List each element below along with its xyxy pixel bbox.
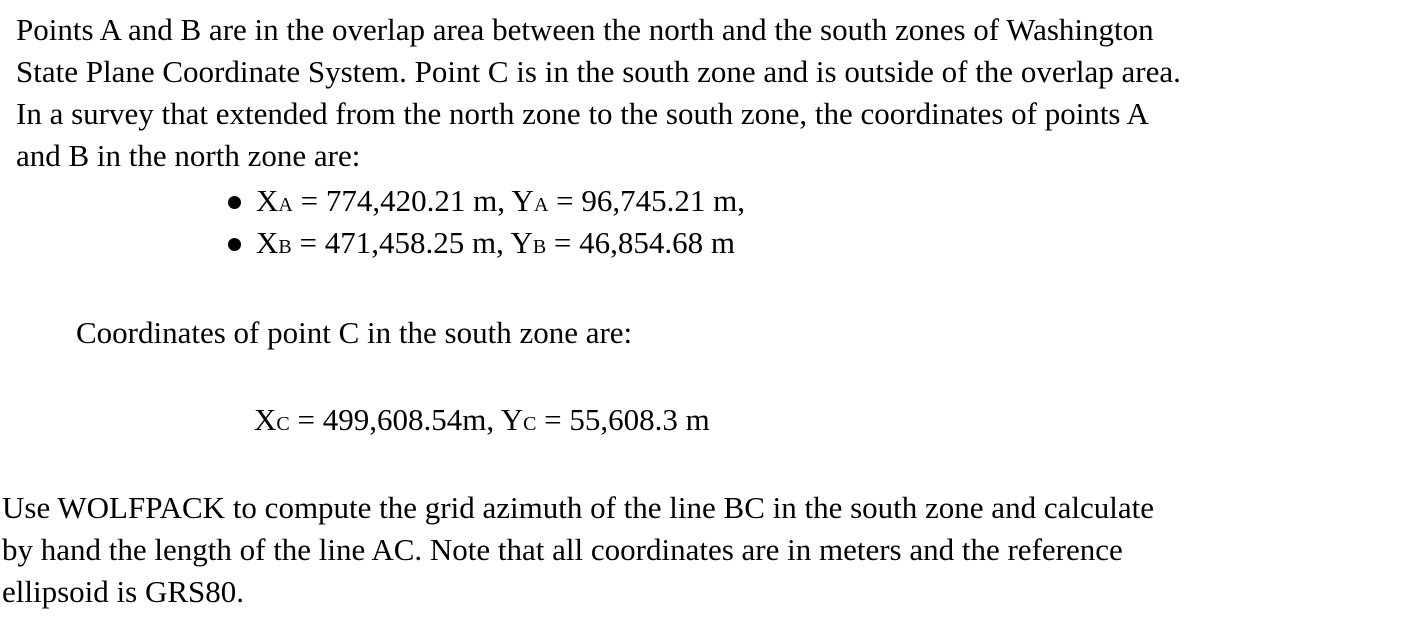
y-value: = 96,745.21 m, bbox=[548, 183, 745, 218]
x-variable: X bbox=[256, 183, 279, 218]
task-line: Use WOLFPACK to compute the grid azimuth of the line BC in the south zone and calculate bbox=[2, 490, 1154, 525]
bullet-icon bbox=[228, 238, 241, 251]
bullet-item-point-b bbox=[222, 222, 745, 264]
y-value: = 55,608.3 m bbox=[536, 402, 710, 437]
y-variable: Y bbox=[500, 402, 524, 437]
x-variable: X bbox=[256, 225, 279, 260]
intro-line: Points A and B are in the overlap area between the north and the south zones of Washington bbox=[16, 12, 1154, 47]
intro-line: In a survey that extended from the north zone to the south zone, the coordinates of points A bbox=[16, 96, 1149, 131]
x-subscript: A bbox=[278, 194, 293, 216]
x-subscript: B bbox=[278, 236, 292, 258]
task-line: ellipsoid is GRS80. bbox=[2, 574, 245, 609]
coordinates-bullet-list bbox=[222, 180, 745, 264]
x-value: = 471,458.25 m, bbox=[291, 225, 511, 260]
y-variable: Y bbox=[510, 225, 533, 260]
x-value: = 774,420.21 m, bbox=[292, 183, 512, 218]
y-variable: Y bbox=[511, 183, 534, 218]
intro-line: and B in the north zone are: bbox=[16, 138, 361, 173]
x-value: = 499,608.54m, bbox=[289, 402, 501, 437]
task-line: by hand the length of the line AC. Note that all coordinates are in meters and the reference bbox=[2, 532, 1123, 567]
y-subscript: C bbox=[523, 413, 537, 435]
point-c-coordinates bbox=[254, 399, 710, 445]
y-subscript: A bbox=[533, 194, 549, 216]
task-paragraph bbox=[2, 487, 1154, 613]
intro-line: State Plane Coordinate System. Point C is in the south zone and is outside of the overlap area. bbox=[16, 54, 1181, 89]
y-subscript: B bbox=[532, 236, 547, 258]
x-subscript: C bbox=[276, 413, 290, 435]
point-c-heading: Coordinates of point C in the south zone are: bbox=[76, 315, 633, 350]
x-variable: X bbox=[254, 402, 277, 437]
intro-paragraph bbox=[16, 9, 1181, 177]
bullet-icon bbox=[228, 196, 241, 209]
bullet-item-point-a bbox=[222, 180, 745, 222]
y-value: = 46,854.68 m bbox=[546, 225, 736, 260]
